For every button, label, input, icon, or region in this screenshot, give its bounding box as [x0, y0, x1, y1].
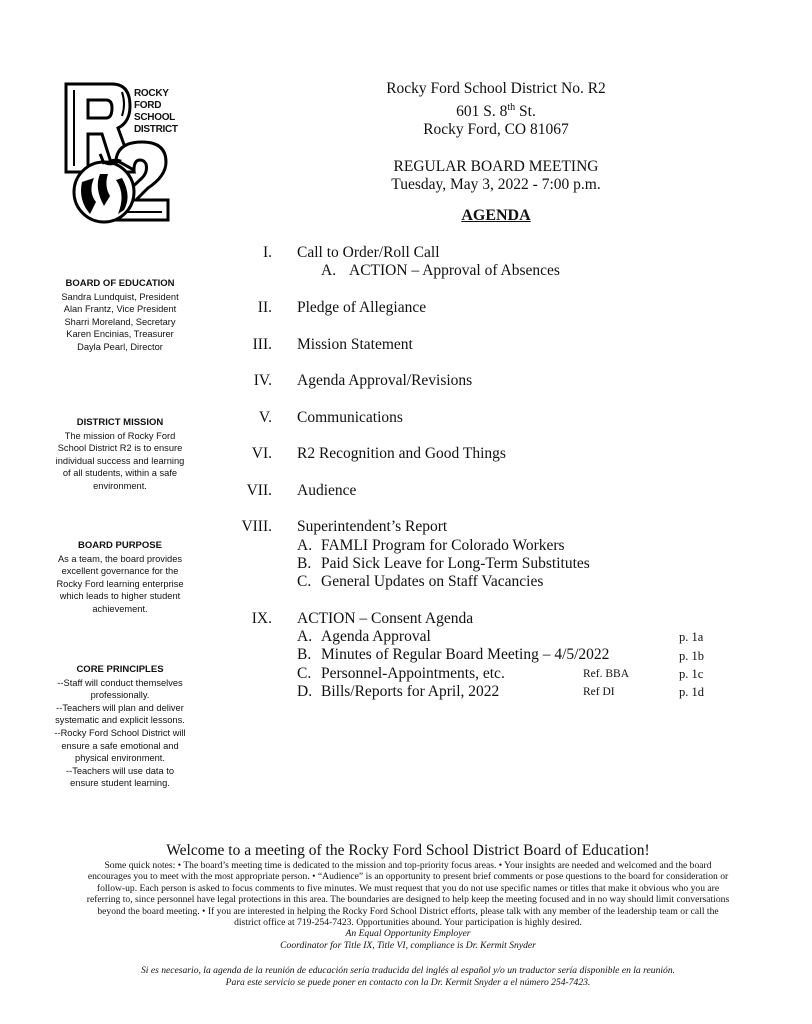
item-number: VIII. — [241, 518, 272, 535]
item-number: I. — [262, 244, 272, 261]
sub-item-text: Personnel-Appointments, etc. — [321, 665, 505, 682]
item-number: II. — [257, 299, 272, 316]
principle-line: --Rocky Ford School District will — [54, 727, 186, 738]
item-number: IX. — [251, 610, 272, 627]
sub-item-letter: C. — [297, 665, 312, 682]
agenda-title: AGENDA — [461, 207, 531, 224]
logo-text-line: SCHOOL — [134, 112, 175, 123]
logo-text — [134, 88, 178, 136]
sub-item-letter: B. — [297, 646, 312, 663]
sub-item-text: Minutes of Regular Board Meeting – 4/5/2022 — [321, 646, 610, 663]
logo-text-line: FORD — [134, 100, 162, 111]
purpose-line: which leads to higher student — [59, 591, 181, 602]
board-member: Sandra Lundquist, President — [61, 291, 179, 302]
item-title: Superintendent’s Report — [297, 518, 448, 535]
section-heading: CORE PRINCIPLES — [76, 664, 164, 675]
policy-reference: Ref. BBA — [583, 668, 629, 680]
page-reference: p. 1b — [679, 649, 704, 663]
item-title: R2 Recognition and Good Things — [297, 445, 506, 462]
logo-text-line: DISTRICT — [134, 124, 178, 135]
district-name: Rocky Ford School District No. R2 — [386, 80, 606, 97]
item-title: Pledge of Allegiance — [297, 299, 427, 316]
item-number: V. — [258, 409, 272, 426]
purpose-line: Rocky Ford learning enterprise — [56, 578, 184, 589]
item-title: Agenda Approval/Revisions — [297, 372, 473, 389]
board-of-education — [52, 278, 188, 354]
board-member: Dayla Pearl, Director — [77, 341, 163, 352]
mission-line: of all students, within a safe — [62, 468, 178, 479]
equal-opportunity: An Equal Opportunity Employer — [345, 928, 471, 940]
principle-line: physical environment. — [75, 753, 165, 764]
principle-line: professionally. — [90, 690, 150, 701]
note-line: referring to, since personnel have legal protections in this area. The boundaries are designed to help keep the meeting focused and in no way should limit conversations — [86, 894, 730, 906]
spanish-notice — [52, 965, 764, 988]
address-superscript: th — [507, 101, 516, 113]
sub-item-text: Bills/Reports for April, 2022 — [321, 683, 500, 700]
note-line: beyond the board meeting. • If you are interested in helping the Rocky Ford School District efforts, please talk with any member of the leadership team or call the — [97, 905, 719, 917]
spanish-line: Si es necesario, la agenda de la reunión de educación sería traducida del inglés al español y/o un traductor sería disponible en la reunión. — [140, 965, 676, 977]
sub-item-letter: C. — [297, 573, 312, 590]
principle-line: --Teachers will use data to — [66, 765, 174, 776]
page-reference: p. 1d — [679, 685, 704, 699]
section-heading: BOARD OF EDUCATION — [65, 278, 175, 289]
principle-line: ensure a safe emotional and — [61, 740, 179, 751]
principle-line: --Staff will conduct themselves — [57, 677, 183, 688]
principle-line: systematic and explicit lessons. — [55, 715, 185, 726]
footer — [52, 841, 764, 988]
note-line: encourages you to meet with the most appropriate person. • “Audience” is an opportunity to present brief comments or pose questions to the board for consideration or — [87, 871, 729, 883]
sub-item-text: Agenda Approval — [321, 628, 431, 645]
purpose-line: As a team, the board provides — [57, 553, 183, 564]
letterhead — [330, 80, 662, 195]
sub-item-letter: A. — [321, 262, 337, 279]
sub-item-letter: A. — [297, 628, 313, 645]
district-address — [330, 99, 662, 122]
purpose-line: excellent governance for the — [61, 566, 179, 577]
address-number: 601 S. 8 — [456, 102, 508, 120]
sub-item-text: Paid Sick Leave for Long-Term Substitutes — [321, 555, 590, 572]
address-street: St. — [515, 102, 536, 120]
mission-line: individual success and learning — [55, 455, 185, 466]
board-member: Karen Encinias, Treasurer — [66, 329, 174, 340]
sub-item-text: ACTION – Approval of Absences — [349, 262, 560, 279]
section-heading: BOARD PURPOSE — [78, 540, 162, 551]
district-logo — [60, 76, 180, 228]
board-purpose — [52, 540, 188, 616]
policy-reference: Ref DI — [583, 686, 615, 698]
quick-notes — [52, 860, 764, 928]
principle-line: --Teachers will plan and deliver — [56, 702, 184, 713]
district-city: Rocky Ford, CO 81067 — [423, 121, 569, 139]
meeting-date: Tuesday, May 3, 2022 - 7:00 p.m. — [391, 176, 601, 194]
principle-line: ensure student learning. — [70, 778, 170, 789]
item-number: IV. — [253, 372, 272, 389]
board-member: Alan Frantz, Vice President — [63, 304, 177, 315]
item-title: Audience — [297, 482, 357, 499]
sub-item-letter: B. — [297, 555, 312, 572]
spanish-line: Para este servicio se puede poner en contacto con la Dr. Kermit Snyder a el número 254-7423. — [225, 976, 591, 988]
meeting-type: REGULAR BOARD MEETING — [393, 157, 599, 175]
item-number: III. — [252, 336, 272, 353]
welcome-message: Welcome to a meeting of the Rocky Ford School District Board of Education! — [166, 842, 650, 859]
mission-line: School District R2 is to ensure — [57, 443, 183, 454]
sub-item-text: FAMLI Program for Colorado Workers — [321, 537, 565, 554]
item-number: VI. — [251, 445, 272, 462]
sub-item-text: General Updates on Staff Vacancies — [321, 573, 544, 590]
note-line: follow-up. Each person is asked to focus comments to five minutes. We must request that you do not use specific names or titles that make it obvious who you are — [96, 882, 720, 894]
page-reference: p. 1a — [679, 630, 704, 644]
purpose-line: achievement. — [92, 603, 148, 614]
item-title: Communications — [297, 409, 403, 426]
title-ix-coordinator: Coordinator for Title IX, Title VI, compliance is Dr. Kermit Snyder — [280, 939, 536, 951]
mission-line: environment. — [93, 480, 147, 491]
mission-line: The mission of Rocky Ford — [64, 430, 176, 441]
item-title: ACTION – Consent Agenda — [297, 610, 474, 627]
board-member: Sharri Moreland, Secretary — [64, 316, 176, 327]
district-mission — [52, 417, 188, 493]
core-principles — [52, 664, 188, 790]
item-title: Mission Statement — [297, 336, 413, 353]
item-number: VII. — [246, 482, 272, 499]
sub-item-letter: A. — [297, 537, 313, 554]
logo-text-line: ROCKY — [134, 88, 169, 99]
section-heading: DISTRICT MISSION — [76, 417, 164, 428]
note-line: Some quick notes: • The board’s meeting time is dedicated to the mission and top-priority focus areas. • Your insights are needed and welcomed and the board — [104, 860, 712, 871]
page-reference: p. 1c — [679, 667, 704, 681]
item-title: Call to Order/Roll Call — [297, 244, 440, 261]
sub-item-letter: D. — [297, 683, 313, 700]
note-line: district office at 719-254-7423. Opportunities abound. Your participation is highly desired. — [234, 917, 582, 929]
